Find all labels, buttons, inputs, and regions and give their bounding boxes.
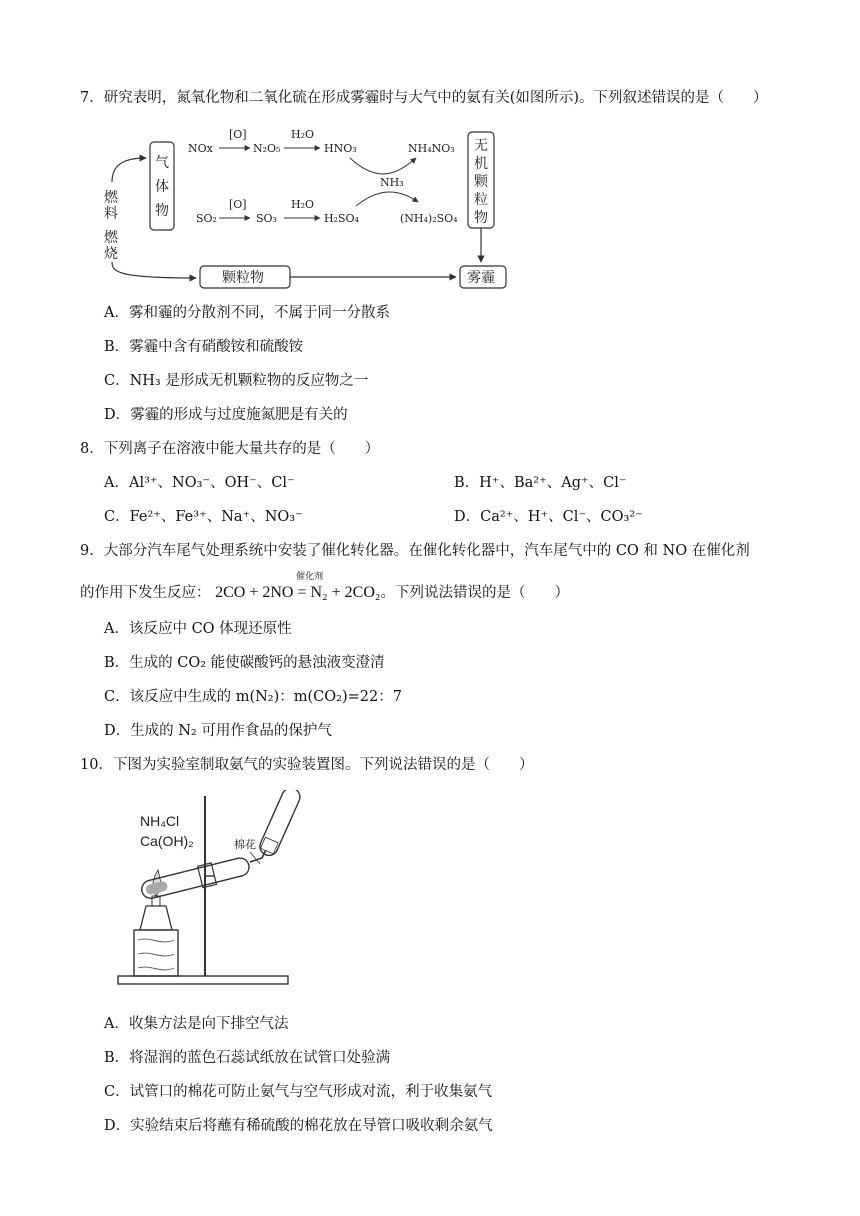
- q7-option-a: A．雾和霾的分散剂不同，不属于同一分散系: [104, 305, 390, 321]
- question-9-stem-line2: 的作用下发生反应： 催化剂 2CO + 2NO = N₂ + 2CO₂。下列说法错误的是（ ）: [80, 583, 569, 603]
- question-7-stem: 7．研究表明，氮氧化物和二氧化硫在形成雾霾时与大气中的氨有关(如图所示)。下列叙述错误的是（ ）: [80, 90, 768, 106]
- q9-option-a: A．该反应中 CO 体现还原性: [104, 621, 292, 637]
- svg-text:NOx: NOx: [188, 142, 213, 155]
- inorganic-particle-label: [474, 138, 489, 226]
- svg-text:[O]: [O]: [229, 198, 247, 211]
- q10-option-c: C．试管口的棉花可防止氨气与空气形成对流，利于收集氨气: [104, 1084, 493, 1100]
- q10-option-b: B．将湿润的蓝色石蕊试纸放在试管口处验满: [104, 1050, 391, 1066]
- svg-text:SO₃: SO₃: [256, 212, 277, 225]
- svg-text:[O]: [O]: [229, 128, 247, 141]
- svg-text:无: 无: [474, 138, 488, 154]
- svg-text:燃: 燃: [104, 190, 118, 206]
- svg-text:物: 物: [155, 203, 169, 219]
- delivery-tube: [250, 850, 266, 862]
- sulfur-chain: [196, 198, 458, 225]
- svg-text:H₂O: H₂O: [291, 198, 315, 211]
- collection-tube: [257, 790, 303, 858]
- svg-text:料: 料: [104, 206, 118, 222]
- q8-option-d: D．Ca²⁺、H⁺、Cl⁻、CO₃²⁻: [454, 509, 643, 525]
- svg-text:粒: 粒: [474, 192, 488, 208]
- catalyst-label: 催化剂: [296, 572, 324, 582]
- svg-text:(NH₄)₂SO₄: (NH₄)₂SO₄: [400, 212, 458, 225]
- svg-text:SO₂: SO₂: [196, 212, 217, 225]
- ammonia-apparatus-diagram: [110, 790, 320, 990]
- q8-option-c: C．Fe²⁺、Fe³⁺、Na⁺、NO₃⁻: [104, 509, 303, 525]
- question-number: 7: [80, 90, 90, 106]
- q10-option-a: A．收集方法是向下排空气法: [104, 1016, 289, 1032]
- question-9-stem-line1: 9．大部分汽车尾气处理系统中安装了催化转化器。在催化转化器中，汽车尾气中的 CO 和 NO 在催化剂: [80, 543, 750, 559]
- reagent-label-1: NH₄Cl: [140, 813, 180, 829]
- svg-text:气: 气: [155, 155, 169, 171]
- reagent-label-2: Ca(OH)₂: [140, 833, 194, 849]
- svg-text:燃: 燃: [104, 230, 118, 246]
- svg-text:物: 物: [474, 210, 488, 226]
- q7-option-b: B．雾霾中含有硝酸铵和硫酸铵: [104, 339, 304, 355]
- q7-option-c: C．NH₃ 是形成无机颗粒物的反应物之一: [104, 373, 369, 389]
- q8-option-b: B．H⁺、Ba²⁺、Ag⁺、Cl⁻: [454, 475, 627, 491]
- svg-text:体: 体: [155, 179, 169, 195]
- q9-option-b: B．生成的 CO₂ 能使碳酸钙的悬浊液变澄清: [104, 655, 385, 671]
- svg-text:H₂O: H₂O: [291, 128, 315, 141]
- stand-base: [118, 976, 288, 984]
- ammonia-label: NH₃: [380, 176, 404, 189]
- q7-option-d: D．雾霾的形成与过度施氮肥是有关的: [104, 407, 348, 423]
- haze-box-label: 雾霾: [467, 270, 495, 286]
- nitrogen-chain: [188, 128, 455, 174]
- q9-option-d: D．生成的 N₂ 可用作食品的保护气: [104, 723, 332, 739]
- particle-box-label: 颗粒物: [222, 270, 264, 286]
- cotton-label: 棉花: [234, 838, 256, 851]
- svg-text:HNO₃: HNO₃: [324, 142, 357, 155]
- question-8-stem: 8．下列离子在溶液中能大量共存的是（ ）: [80, 441, 380, 457]
- svg-text:H₂SO₄: H₂SO₄: [324, 212, 359, 225]
- question-10-stem: 10．下图为实验室制取氨气的实验装置图。下列说法错误的是（ ）: [80, 757, 534, 773]
- svg-text:NH₄NO₃: NH₄NO₃: [408, 142, 455, 155]
- svg-text:烧: 烧: [104, 246, 118, 262]
- gas-box-label: [155, 155, 169, 219]
- q9-option-c: C．该反应中生成的 m(N₂)：m(CO₂)=22：7: [104, 689, 402, 705]
- reaction-equation: 催化剂 2CO + 2NO = N₂ + 2CO₂: [215, 583, 380, 603]
- svg-text:机: 机: [474, 156, 488, 172]
- svg-text:N₂O₅: N₂O₅: [253, 142, 281, 155]
- q8-option-a: A．Al³⁺、NO₃⁻、OH⁻、Cl⁻: [104, 475, 295, 491]
- fuel-burning-label: [104, 190, 119, 262]
- q10-option-d: D．实验结束后将蘸有稀硫酸的棉花放在导管口吸收剩余氨气: [104, 1118, 493, 1134]
- haze-formation-diagram: [98, 122, 518, 292]
- svg-text:颗: 颗: [474, 174, 488, 190]
- alcohol-lamp: [140, 906, 172, 930]
